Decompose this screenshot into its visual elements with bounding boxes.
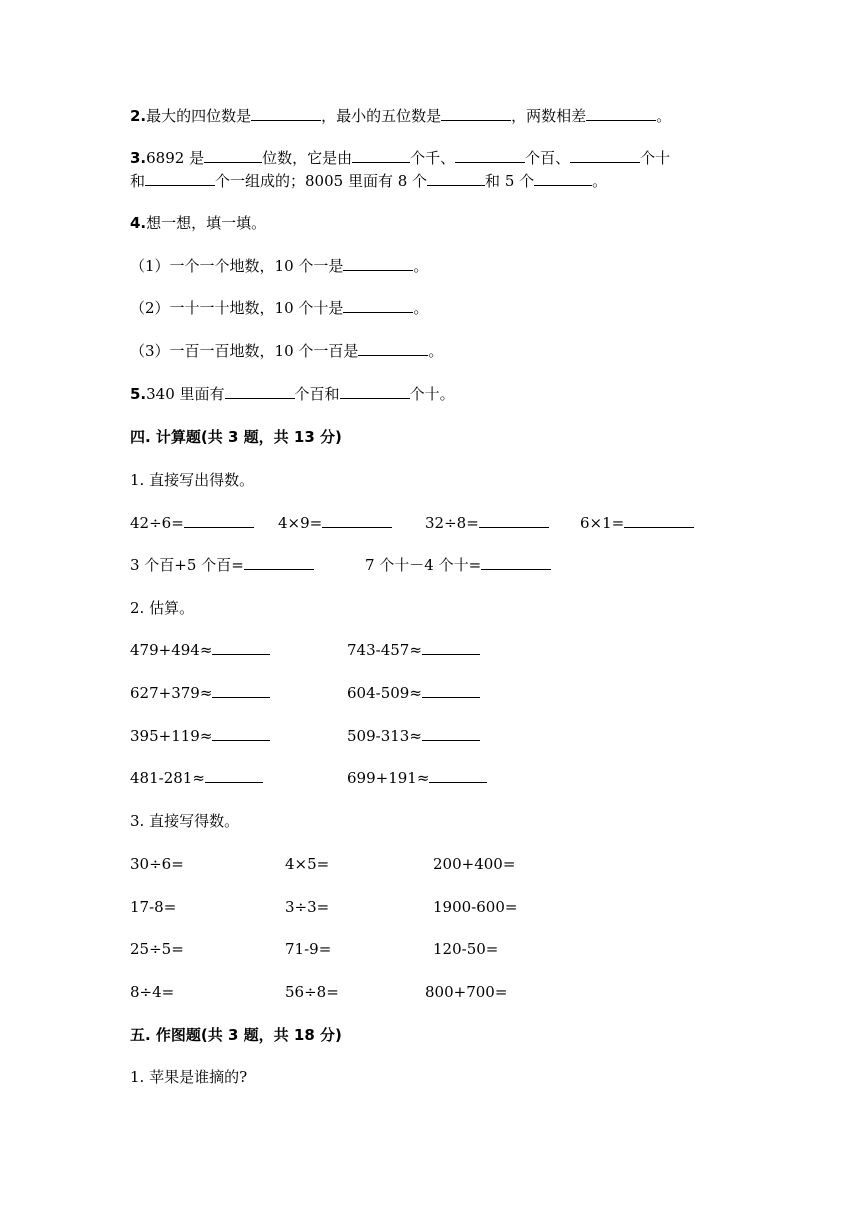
answer-blank[interactable] <box>204 148 262 163</box>
question-number: 3. <box>130 149 147 167</box>
question-text: 个百和 <box>294 385 340 403</box>
item-text: 。 <box>413 299 429 317</box>
question-text: ，最小的五位数是 <box>321 107 442 125</box>
section-4-q1-title: 1. 直接写出得数。 <box>130 471 255 489</box>
question-4-item-2 <box>130 298 428 318</box>
estimate-expression: 627+379≈ <box>130 684 213 702</box>
section-4-q2-title: 2. 估算。 <box>130 599 195 617</box>
calc-item <box>580 513 694 533</box>
question-3-line-2 <box>130 171 607 191</box>
question-text: 想一想，填一填。 <box>146 214 267 232</box>
calc-expression: 3 个百+5 个百= <box>130 556 244 574</box>
item-text: （2）一十一十地数，10 个十是 <box>130 299 344 317</box>
mental-math-item: 120-50= <box>433 940 499 958</box>
question-text: 。 <box>592 172 608 190</box>
question-text: 位数，它是由 <box>262 149 353 167</box>
mental-math-item: 25÷5= <box>130 940 184 958</box>
answer-blank[interactable] <box>427 171 485 186</box>
answer-blank[interactable] <box>586 106 656 121</box>
estimate-item <box>130 768 263 788</box>
answer-blank[interactable] <box>184 513 254 528</box>
estimate-expression: 509-313≈ <box>347 727 422 745</box>
question-4-title <box>130 213 266 233</box>
question-4-item-1 <box>130 256 428 276</box>
calc-item <box>425 513 549 533</box>
question-text: 6892 是 <box>146 149 205 167</box>
calc-expression: 4×9= <box>278 514 323 532</box>
estimate-expression: 743-457≈ <box>347 641 422 659</box>
answer-blank[interactable] <box>422 726 480 741</box>
answer-blank[interactable] <box>322 513 392 528</box>
item-text: （3）一百一百地数，10 个一百是 <box>130 342 359 360</box>
estimate-item <box>130 726 270 746</box>
question-number: 5. <box>130 385 147 403</box>
mental-math-item: 800+700= <box>425 983 508 1001</box>
mental-math-item: 1900-600= <box>433 898 518 916</box>
answer-blank[interactable] <box>570 148 640 163</box>
answer-blank[interactable] <box>205 768 263 783</box>
question-2 <box>130 106 671 126</box>
estimate-item <box>130 640 270 660</box>
calc-expression: 32÷8= <box>425 514 479 532</box>
mental-math-item: 71-9= <box>285 940 332 958</box>
question-text: 个一组成的；8005 里面有 8 个 <box>215 172 428 190</box>
mental-math-item: 200+400= <box>433 855 516 873</box>
question-number: 4. <box>130 214 147 232</box>
answer-blank[interactable] <box>534 171 592 186</box>
question-text: 和 5 个 <box>485 172 535 190</box>
answer-blank[interactable] <box>343 256 413 271</box>
estimate-item <box>347 726 480 746</box>
question-text: 个千、 <box>410 149 456 167</box>
item-text: （1）一个一个地数，10 个一是 <box>130 257 344 275</box>
section-5-q1-title: 1. 苹果是谁摘的? <box>130 1068 248 1086</box>
answer-blank[interactable] <box>624 513 694 528</box>
answer-blank[interactable] <box>340 384 410 399</box>
estimate-expression: 395+119≈ <box>130 727 213 745</box>
mental-math-item: 3÷3= <box>285 898 330 916</box>
calc-item <box>130 513 254 533</box>
question-5 <box>130 384 455 404</box>
answer-blank[interactable] <box>343 298 413 313</box>
section-5-title: 五. 作图题(共 3 题，共 18 分) <box>130 1026 342 1044</box>
answer-blank[interactable] <box>244 555 314 570</box>
question-text: 个百、 <box>525 149 571 167</box>
mental-math-item: 8÷4= <box>130 983 175 1001</box>
question-text: 340 里面有 <box>146 385 225 403</box>
estimate-expression: 481-281≈ <box>130 769 205 787</box>
item-text: 。 <box>428 342 444 360</box>
mental-math-item: 4×5= <box>285 855 330 873</box>
answer-blank[interactable] <box>479 513 549 528</box>
answer-blank[interactable] <box>422 683 480 698</box>
mental-math-item: 17-8= <box>130 898 177 916</box>
calc-item <box>130 555 314 575</box>
question-text: 和 <box>130 172 146 190</box>
question-text: ，两数相差 <box>511 107 587 125</box>
estimate-expression: 604-509≈ <box>347 684 422 702</box>
estimate-item <box>347 683 480 703</box>
item-text: 。 <box>413 257 429 275</box>
calc-item <box>365 555 551 575</box>
calc-expression: 42÷6= <box>130 514 184 532</box>
answer-blank[interactable] <box>212 726 270 741</box>
estimate-item <box>347 768 487 788</box>
question-4-item-3 <box>130 341 443 361</box>
answer-blank[interactable] <box>352 148 410 163</box>
answer-blank[interactable] <box>225 384 295 399</box>
mental-math-item: 30÷6= <box>130 855 184 873</box>
section-4-q3-title: 3. 直接写得数。 <box>130 812 240 830</box>
answer-blank[interactable] <box>251 106 321 121</box>
answer-blank[interactable] <box>481 555 551 570</box>
question-text: 最大的四位数是 <box>146 107 252 125</box>
calc-expression: 7 个十－4 个十= <box>365 556 482 574</box>
answer-blank[interactable] <box>145 171 215 186</box>
answer-blank[interactable] <box>429 768 487 783</box>
question-text: 。 <box>656 107 672 125</box>
question-text: 个十。 <box>409 385 455 403</box>
answer-blank[interactable] <box>358 341 428 356</box>
section-4-title: 四. 计算题(共 3 题，共 13 分) <box>130 428 342 446</box>
estimate-item <box>347 640 480 660</box>
answer-blank[interactable] <box>212 640 270 655</box>
question-number: 2. <box>130 107 147 125</box>
estimate-expression: 699+191≈ <box>347 769 430 787</box>
answer-blank[interactable] <box>212 683 270 698</box>
estimate-expression: 479+494≈ <box>130 641 213 659</box>
calc-item <box>278 513 392 533</box>
mental-math-item: 56÷8= <box>285 983 339 1001</box>
answer-blank[interactable] <box>422 640 480 655</box>
question-text: 个十 <box>640 149 671 167</box>
answer-blank[interactable] <box>441 106 511 121</box>
answer-blank[interactable] <box>455 148 525 163</box>
question-3-line-1 <box>130 148 670 168</box>
estimate-item <box>130 683 270 703</box>
calc-expression: 6×1= <box>580 514 625 532</box>
